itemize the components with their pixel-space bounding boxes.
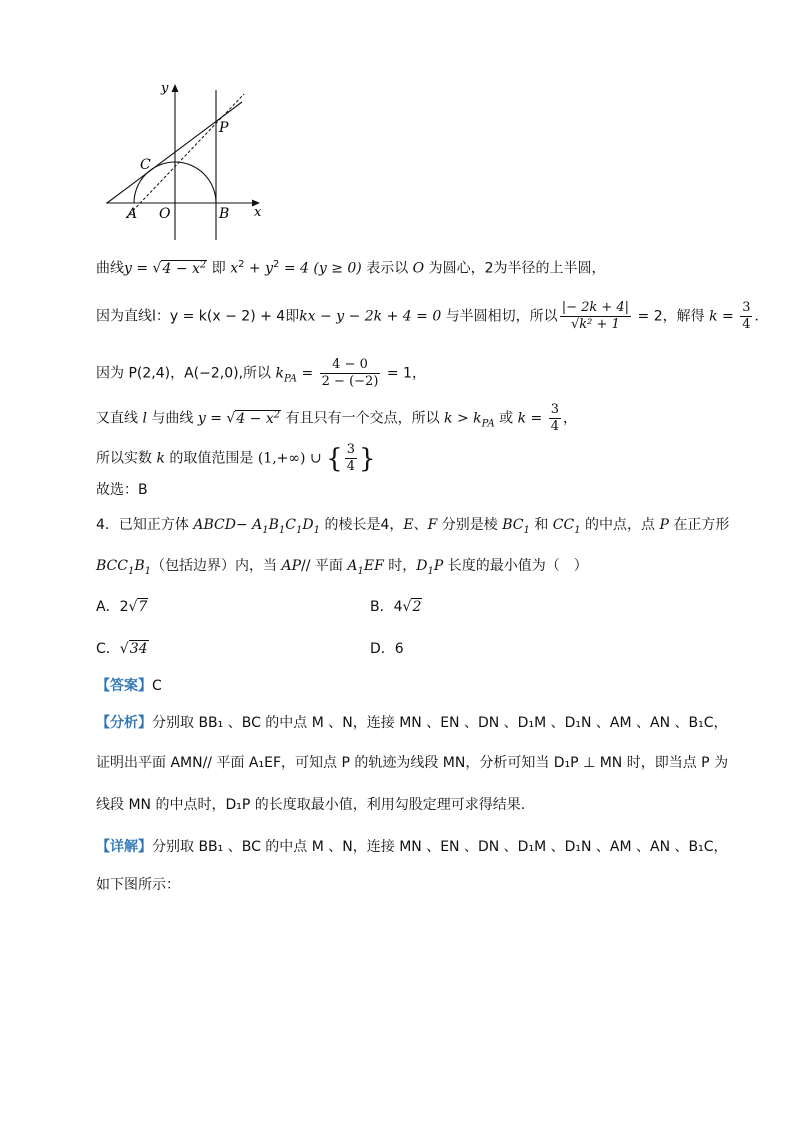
solution-line-6: 故选：B [96, 482, 148, 498]
answer-line [96, 677, 162, 695]
solution-line-4: 又直线 l 与曲线 $y = √4 - x^2$ 有且只有一个交点，所以 $k > k_{PA}$ 或 k = $\frac{3}{4}$ ， [96, 402, 577, 434]
solution-line-1: 曲线$y = √4 - x^2$ 即 $x^2 + y^2 = 4$ (y ≥ 0) 表示以 O 为圆心，2为半径的上半圆， [96, 256, 606, 278]
question-4-line-1: 4．已知正方体 ABCD− $A_1B_1C_1D_1$ 的棱长是4，E、F 分别是棱 $BC_1$ 和 $CC_1$ 的中点，点 P 在正方形 [96, 517, 730, 536]
label-O: O [159, 206, 171, 222]
analysis-tag: 【分析】 [96, 715, 152, 731]
analysis-line-3: 线段 MN 的中点时，D₁P 的长度取最小值，利用勾股定理可求得结果. [96, 797, 526, 813]
answer-tag: 【答案】 [96, 678, 152, 694]
sqrt-expression: $√4 - x^2$ [152, 259, 207, 277]
fraction-three-quarters: $\frac{3}{4}$ [742, 300, 751, 332]
semicircle-tangent-figure [100, 78, 270, 244]
option-c[interactable]: C．√34 [96, 641, 148, 657]
detail-line-1: 【详解】分别取 BB₁ 、BC 的中点 M 、N，连接 MN 、EN 、DN 、D₁M 、D₁N 、AM 、AN 、B₁C， [96, 839, 728, 855]
label-C: C [140, 157, 151, 173]
detail-tag: 【详解】 [96, 839, 152, 855]
detail-line-2: 如下图所示： [96, 877, 180, 893]
y-axis-arrow [172, 84, 179, 92]
distance-fraction: $\frac{|- 2k + 4|}{\text{√k² + 1}}$ [561, 300, 630, 332]
analysis-line-1: 【分析】分别取 BB₁ 、BC 的中点 M 、N，连接 MN 、EN 、DN 、D₁M 、D₁N 、AM 、AN 、B₁C， [96, 715, 728, 731]
label-y: y [161, 81, 169, 96]
dashed-line-ap [126, 94, 244, 218]
option-b[interactable]: B．4√2 [370, 599, 422, 615]
solution-line-5: 所以实数 k 的取值范围是 (1,+∞) ∪ { $\frac{3}{4}$ } [96, 442, 376, 474]
label-P: P [219, 120, 229, 136]
label-B: B [219, 206, 230, 222]
option-a[interactable]: A．2√7 [96, 599, 148, 615]
answer-value: C [152, 678, 162, 694]
slope-fraction: $\frac{4 - 0}{2 - (-2)}$ [321, 357, 379, 389]
question-4-line-2: $BCC_1B_1$（包括边界）内，当 AP// 平面 $A_1EF$ 时，$D_1P$ 长度的最小值为（ ） [96, 558, 588, 577]
analysis-line-2: 证明出平面 AMN// 平面 A₁EF，可知点 P 的轨迹为线段 MN，分析可知当 D₁P ⊥ MN 时，即当点 P 为 [96, 755, 729, 771]
solution-line-2: 因为直线l：y = k(x − 2) + 4即kx − y − 2k + 4 = 0 与半圆相切，所以 $\frac{|- 2k + 4|}{\text{√k² + 1}}$ = 2，解得 k = $\frac{3}{4}$ ． [96, 300, 769, 332]
label-A: A [127, 206, 138, 222]
solution-line-3: 因为 P(2,4)，A(−2,0),所以 $k_{PA}$ = $\frac{4 - 0}{2 - (-2)}$ = 1， [96, 357, 426, 389]
option-d[interactable]: D．6 [370, 641, 404, 657]
label-x: x [254, 205, 262, 220]
